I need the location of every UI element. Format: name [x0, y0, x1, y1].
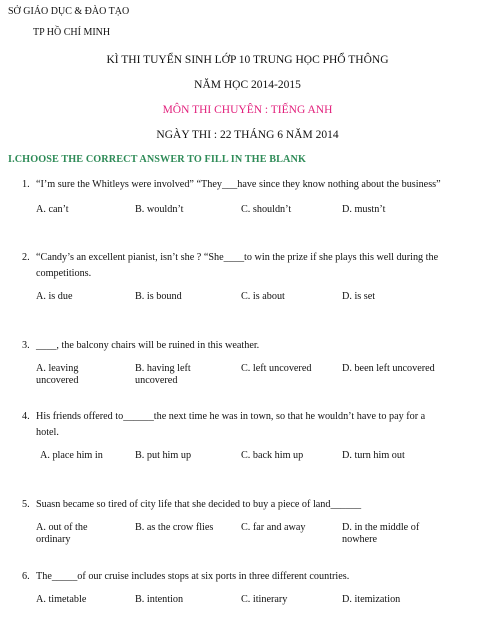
question-number: 4. — [22, 411, 30, 422]
question-text: Suasn became so tired of city life that she decided to buy a piece of land______ — [36, 499, 362, 510]
option-a[interactable]: A. is due — [36, 291, 73, 302]
exam-date: NGÀY THI : 22 THÁNG 6 NĂM 2014 — [156, 129, 339, 141]
option-a[interactable]: A. out of the ordinary — [36, 522, 88, 545]
question-number: 5. — [22, 499, 30, 510]
option-a[interactable]: A. leaving uncovered — [36, 363, 79, 386]
option-c[interactable]: C. is about — [241, 291, 285, 302]
option-b[interactable]: B. wouldn’t — [135, 204, 184, 215]
option-b[interactable]: B. put him up — [135, 450, 192, 461]
exam-title: KÌ THI TUYỂN SINH LỚP 10 TRUNG HỌC PHỔ THÔNG — [106, 54, 389, 66]
question-text-line-2: competitions. — [36, 268, 92, 279]
option-a[interactable]: A. can’t — [36, 204, 69, 215]
option-c[interactable]: C. back him up — [241, 450, 304, 461]
option-a[interactable]: A. timetable — [36, 594, 87, 605]
option-b[interactable]: B. having left uncovered — [135, 363, 191, 386]
question-text: ____, the balcony chairs will be ruined in this weather. — [36, 340, 260, 351]
option-b[interactable]: B. as the crow flies — [135, 522, 214, 533]
question-text: “I’m sure the Whitleys were involved” “They___have since they know nothing about the business” — [36, 179, 441, 190]
question-number: 1. — [22, 179, 30, 190]
question-number: 3. — [22, 340, 30, 351]
option-d[interactable]: D. mustn’t — [342, 204, 386, 215]
section-title: I.CHOOSE THE CORRECT ANSWER TO FILL IN THE BLANK — [8, 154, 306, 165]
option-c[interactable]: C. shouldn’t — [241, 204, 292, 215]
option-a[interactable]: A. place him in — [40, 450, 103, 461]
option-c[interactable]: C. left uncovered — [241, 363, 312, 374]
option-d[interactable]: D. itemization — [342, 594, 401, 605]
option-d[interactable]: D. turn him out — [342, 450, 405, 461]
subject-title: MÔN THI CHUYÊN : TIẾNG ANH — [162, 104, 333, 116]
option-d[interactable]: D. been left uncovered — [342, 363, 435, 374]
department-name: SỞ GIÁO DỤC & ĐÀO TẠO — [8, 6, 130, 17]
option-b[interactable]: B. intention — [135, 594, 184, 605]
city-name: TP HỒ CHÍ MINH — [33, 27, 111, 38]
question-text-line-1: His friends offered to______the next time he was in town, so that he wouldn’t have to pay for a — [36, 411, 426, 422]
question-number: 6. — [22, 571, 30, 582]
option-b[interactable]: B. is bound — [135, 291, 182, 302]
option-d[interactable]: D. is set — [342, 291, 376, 302]
school-year: NĂM HỌC 2014-2015 — [194, 79, 301, 91]
question-text: The_____of our cruise includes stops at six ports in three different countries. — [36, 571, 350, 582]
option-c[interactable]: C. itinerary — [241, 594, 288, 605]
question-text-line-1: “Candy’s an excellent pianist, isn’t she ? “She____to win the prize if she plays this well during the — [36, 252, 439, 263]
option-d[interactable]: D. in the middle of nowhere — [342, 522, 420, 545]
question-text-line-2: hotel. — [36, 427, 59, 438]
option-c[interactable]: C. far and away — [241, 522, 306, 533]
question-number: 2. — [22, 252, 30, 263]
